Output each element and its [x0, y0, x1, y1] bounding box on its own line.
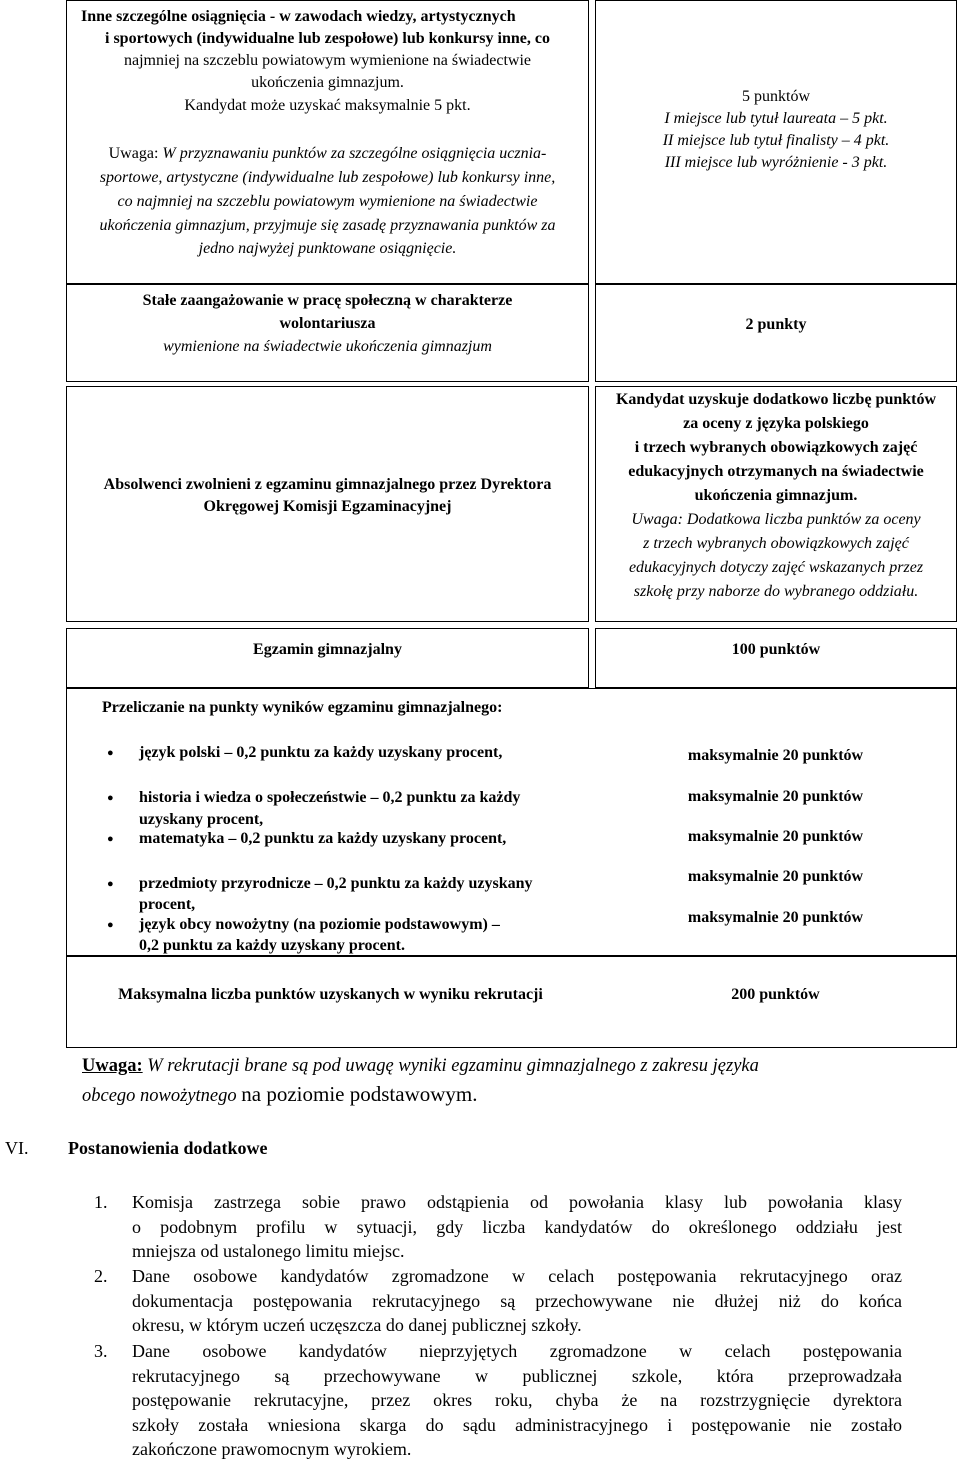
section-item-2: [94, 1264, 904, 1339]
special-title-line-4: ukończenia gimnazjum.: [251, 74, 404, 91]
volunteer-line-3: wymienione na świadectwie ukończenia gimnazjum: [163, 338, 492, 355]
item-3-line-2: rekrutacyjnego są przechowywane w publicznej szkole, która przeprowadzała: [132, 1365, 902, 1386]
remark-text-2: obcego nowożytnego: [82, 1086, 237, 1106]
exempt-right-line-1: Kandydat uzyskuje dodatkowo liczbę punktów: [615, 391, 937, 408]
exempt-line-1: Absolwenci zwolnieni z egzaminu gimnazjalnego przez Dyrektora: [103, 476, 552, 493]
special-points-line-3: III miejsce lub wyróżnienie - 3 pkt.: [664, 154, 888, 171]
exempt-right-line-4: edukacyjnych otrzymanych na świadectwie: [628, 463, 924, 480]
conversion-cell: [66, 688, 957, 956]
bullet-icon: ●: [107, 747, 114, 759]
item-number: 2.: [94, 1266, 108, 1286]
item-3-line-5: zakończone prawomocnym wyrokiem.: [132, 1439, 412, 1459]
special-note-line-2: sportowe, artystyczne (indywidualne lub zespołowe) lub konkursy inne,: [99, 169, 556, 186]
exempt-cell: [66, 386, 589, 622]
max-label-1: maksymalnie 20 punktów: [687, 747, 864, 764]
special-achievements-cell: [66, 0, 589, 284]
remark-label: Uwaga:: [82, 1056, 143, 1076]
volunteer-points: 2 punkty: [745, 316, 807, 333]
item-3-line-4: szkoły została wniesiona skarga do sądu administracyjnego i postępowanie nie zostało: [132, 1414, 902, 1435]
special-points-line-2: II miejsce lub tytuł finalisty – 4 pkt.: [662, 132, 890, 149]
volunteer-line-1: Stałe zaangażowanie w pracę społeczną w charakterze: [142, 292, 513, 309]
special-points-line-1: I miejsce lub tytuł laureata – 5 pkt.: [664, 110, 888, 127]
conversion-item-2-line-2: uzyskany procent,: [139, 811, 264, 828]
total-points: 200 punktów: [731, 986, 820, 1003]
special-title-line-3: najmniej na szczeblu powiatowym wymienione na świadectwie: [124, 52, 531, 69]
special-points-cell: [595, 0, 957, 284]
max-label-5: maksymalnie 20 punktów: [687, 909, 864, 926]
section-item-3: [94, 1339, 904, 1463]
special-note-line-4: ukończenia gimnazjum, przyjmuje się zasadę przyznawania punktów za: [99, 217, 556, 234]
special-title-line-2: i sportowych (indywidualne lub zespołowe) lub konkursy inne, co: [105, 30, 550, 47]
item-2-line-2: dokumentacja postępowania rekrutacyjnego są przechowywane nie dłużej niż do końca: [132, 1290, 902, 1311]
conversion-heading: Przeliczanie na punkty wyników egzaminu gimnazjalnego:: [102, 699, 503, 716]
item-number: 1.: [94, 1192, 108, 1212]
exempt-right-line-3: i trzech wybranych obowiązkowych zajęć: [634, 439, 918, 456]
item-1-line-2: o podobnym profilu w sytuacji, gdy liczba kandydatów do określonego oddziału jest: [132, 1216, 902, 1237]
exempt-note-line-4: szkołę przy naborze do wybranego oddziału.: [633, 583, 919, 600]
exempt-right-line-5: ukończenia gimnazjum.: [694, 487, 858, 504]
bullet-icon: ●: [107, 833, 114, 845]
exempt-note-line-3: edukacyjnych dotyczy zajęć wskazanych przez: [628, 559, 924, 576]
total-cell: [66, 956, 957, 1048]
item-2-line-3: okresu, w którym uczeń uczęszcza do danej publicznej szkoły.: [132, 1315, 582, 1335]
exempt-note-line-1: Uwaga: Dodatkowa liczba punktów za oceny: [631, 511, 921, 528]
section-item-1: [94, 1190, 904, 1264]
item-1-line-1: Komisja zastrzega sobie prawo odstąpienia od powołania klasy lub powołania klasy: [132, 1192, 902, 1212]
item-number: 3.: [94, 1341, 108, 1361]
conversion-item-1: język polski – 0,2 punktu za każdy uzyskany procent,: [139, 744, 503, 761]
section-title: Postanowienia dodatkowe: [68, 1138, 268, 1158]
item-2-line-1: Dane osobowe kandydatów zgromadzone w celach postępowania rekrutacyjnego oraz: [132, 1266, 902, 1286]
special-note-line-1: [67, 144, 588, 164]
bullet-icon: ●: [107, 878, 114, 890]
exam-points: 100 punktów: [731, 641, 821, 658]
exam-cell: [66, 628, 589, 688]
total-label: Maksymalna liczba punktów uzyskanych w wyniku rekrutacji: [118, 986, 543, 1003]
exam-label: Egzamin gimnazjalny: [253, 641, 402, 658]
max-label-2: maksymalnie 20 punktów: [687, 788, 864, 805]
volunteer-points-cell: [595, 284, 957, 382]
conversion-item-4-line-2: procent,: [139, 896, 196, 913]
bullet-icon: ●: [107, 919, 114, 931]
special-title-line-1: Inne szczególne osiągnięcia - w zawodach wiedzy, artystycznych: [81, 8, 516, 25]
special-note-text-1: W przyznawaniu punktów za szczególne osiągnięcia ucznia-: [162, 145, 547, 162]
special-limit-line: Kandydat może uzyskać maksymalnie 5 pkt.: [184, 97, 471, 114]
volunteer-cell: [66, 284, 589, 382]
item-3-line-3: postępowanie rekrutacyjne, przez okres roku, chyba że na rozstrzygnięcie dyrektora: [132, 1390, 902, 1410]
special-note-line-5: jedno najwyżej punktowane osiągnięcie.: [198, 240, 457, 257]
special-note-line-3: co najmniej na szczeblu powiatowym wymienione na świadectwie: [117, 193, 538, 210]
item-3-line-1: Dane osobowe kandydatów nieprzyjętych zgromadzone w celach postępowania: [132, 1341, 902, 1361]
section-number: VI.: [5, 1138, 29, 1158]
special-points-title: 5 punktów: [742, 88, 810, 105]
section-items: [94, 1190, 904, 1463]
max-label-4: maksymalnie 20 punktów: [687, 868, 864, 885]
remark-text-3: na poziomie podstawowym.: [241, 1082, 478, 1106]
max-label-3: maksymalnie 20 punktów: [687, 828, 864, 845]
conversion-item-5-line-2: 0,2 punktu za każdy uzyskany procent.: [139, 937, 405, 954]
item-1-line-3: mniejsza od ustalonego limitu miejsc.: [132, 1241, 405, 1261]
special-note-label: Uwaga:: [108, 145, 159, 162]
conversion-item-5-line-1: język obcy nowożytny (na poziomie podstawowym) –: [139, 916, 500, 933]
bullet-icon: ●: [107, 792, 114, 804]
conversion-item-2-line-1: historia i wiedza o społeczeństwie – 0,2 punktu za każdy: [139, 789, 521, 806]
exempt-points-cell: [595, 386, 957, 622]
remark-text-1: W rekrutacji brane są pod uwagę wyniki egzaminu gimnazjalnego z zakresu języka: [147, 1056, 759, 1076]
volunteer-line-2: wolontariusza: [279, 315, 376, 332]
remark: [82, 1052, 759, 1110]
conversion-item-4-line-1: przedmioty przyrodnicze – 0,2 punktu za każdy uzyskany: [139, 875, 533, 892]
exempt-right-line-2: za oceny z języka polskiego: [683, 415, 869, 432]
exam-points-cell: [595, 628, 957, 688]
exempt-note-line-2: z trzech wybranych obowiązkowych zajęć: [643, 535, 909, 552]
conversion-item-3: matematyka – 0,2 punktu za każdy uzyskany procent,: [139, 830, 507, 847]
exempt-line-2: Okręgowej Komisji Egzaminacyjnej: [203, 498, 452, 515]
